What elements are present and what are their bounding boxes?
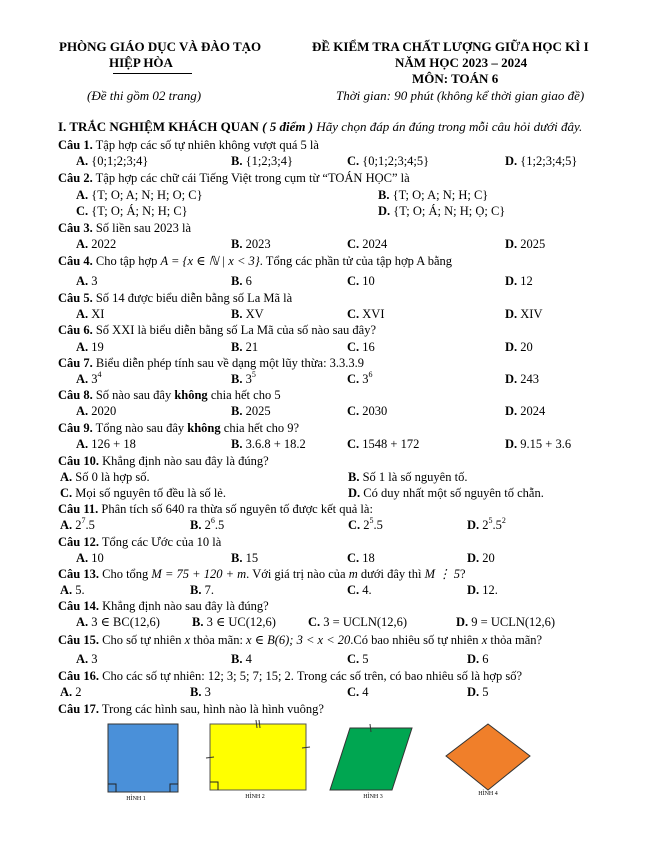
section-instruction: Hãy chọn đáp án đúng trong mỗi câu hỏi dưới đây. (313, 119, 583, 134)
question-label: Câu 2. (58, 171, 93, 185)
question-6 (58, 324, 376, 337)
option-text: {T; O; Á; N; H; C} (91, 204, 188, 218)
question-text-a: Số nào sau đây (92, 388, 175, 402)
option-exponent: 4 (97, 369, 102, 379)
question-2-option-a[interactable] (76, 189, 203, 202)
question-text: Khẳng định nào sau đây là đúng? (98, 599, 269, 613)
option-text: 2 (75, 685, 82, 699)
option-text: 12 (520, 274, 533, 288)
question-4-option-c[interactable] (347, 275, 375, 288)
option-text: {T; O; A; N; H; C} (392, 188, 489, 202)
question-text-b: chia hết cho 9? (220, 421, 300, 435)
question-7-option-b[interactable] (231, 369, 256, 386)
option-text: 3 (204, 685, 211, 699)
question-14-option-d[interactable] (456, 616, 555, 629)
option-letter: B. (231, 154, 243, 168)
option-letter: C. (347, 404, 360, 418)
option-text: 126 + 18 (91, 437, 136, 451)
option-letter: B. (192, 615, 204, 629)
option-exponent-2: 2 (501, 515, 506, 525)
option-letter: C. (347, 437, 360, 451)
question-label: Câu 17. (58, 702, 99, 716)
question-7-option-c[interactable] (347, 369, 373, 386)
question-text-a: Cho tổng (98, 567, 152, 581)
question-8-option-b[interactable] (231, 405, 271, 418)
question-6-option-a[interactable] (76, 341, 104, 354)
question-label: Câu 16. (58, 669, 99, 683)
option-letter: D. (378, 204, 391, 218)
option-text: 10 (91, 551, 104, 565)
question-13-option-c[interactable] (347, 584, 372, 597)
question-3-option-c[interactable] (347, 238, 387, 251)
option-base: 3 (245, 372, 252, 386)
question-text: Trong các hình sau, hình nào là hình vuông? (98, 702, 324, 716)
question-4-option-a[interactable] (76, 275, 98, 288)
figure-4-orange-rhombus[interactable] (446, 724, 530, 790)
option-text: 243 (520, 372, 540, 386)
question-11 (58, 503, 373, 516)
question-12-option-a[interactable] (76, 552, 104, 565)
option-letter: D. (505, 340, 518, 354)
option-letter: D. (467, 652, 480, 666)
option-letter: B. (231, 437, 243, 451)
option-text: Mọi số nguyên tố đều là số lẻ. (75, 486, 226, 500)
question-14-option-c[interactable] (308, 616, 407, 629)
option-text: 15 (245, 551, 259, 565)
question-text: Biểu diễn phép tính sau về dạng một lũy thừa: 3.3.3.9 (92, 356, 365, 370)
option-text: 3 ∈ UC(12,6) (206, 615, 276, 629)
option-letter: D. (505, 404, 518, 418)
option-letter: B. (231, 551, 243, 565)
question-10-option-a[interactable] (60, 471, 150, 484)
option-letter: A. (76, 615, 89, 629)
option-text: 21 (245, 340, 259, 354)
question-1-option-c[interactable] (347, 155, 429, 168)
option-text: 4 (245, 652, 252, 666)
option-base: 2 (363, 518, 370, 532)
option-letter: B. (190, 518, 202, 532)
option-text: 20 (520, 340, 533, 354)
question-2-option-d[interactable] (378, 205, 505, 218)
option-text: {1;2;3;4;5} (520, 154, 578, 168)
option-letter: A. (76, 404, 89, 418)
section-points: ( 5 điểm ) (262, 119, 314, 134)
figure-1-caption: HÌNH 1 (126, 796, 146, 802)
question-16-option-d[interactable] (467, 686, 489, 699)
option-letter: D. (348, 486, 361, 500)
option-exponent: 5 (251, 369, 256, 379)
option-base: 2 (204, 518, 211, 532)
option-letter: B. (231, 372, 243, 386)
question-text: Khẳng định nào sau đây là đúng? (98, 454, 269, 468)
question-5-option-d[interactable] (505, 308, 543, 321)
option-letter: A. (60, 583, 73, 597)
question-label: Câu 14. (58, 599, 99, 613)
option-text: {1;2;3;4} (245, 154, 294, 168)
question-label: Câu 8. (58, 388, 93, 402)
question-15-option-b[interactable] (231, 653, 252, 666)
question-text-d: ? (460, 567, 466, 581)
option-text: 2025 (245, 404, 271, 418)
question-3-option-b[interactable] (231, 238, 271, 251)
option-letter: D. (467, 551, 480, 565)
question-7 (58, 357, 364, 370)
option-letter: B. (378, 188, 390, 202)
question-5-option-b[interactable] (231, 308, 264, 321)
option-text: 4. (362, 583, 372, 597)
option-letter: C. (347, 274, 360, 288)
option-text: 20 (482, 551, 495, 565)
question-3-option-a[interactable] (76, 238, 116, 251)
question-15-option-d[interactable] (467, 653, 489, 666)
question-text-a: Tổng nào sau đây (92, 421, 188, 435)
option-letter: B. (190, 685, 202, 699)
question-15-option-c[interactable] (347, 653, 369, 666)
question-text-d: thỏa mãn? (487, 633, 543, 647)
exam-title: ĐỀ KIỂM TRA CHẤT LƯỢNG GIỮA HỌC KÌ I (312, 39, 589, 54)
option-letter: C. (347, 652, 360, 666)
option-suffix: .5 (492, 518, 502, 532)
option-text: 6 (245, 274, 252, 288)
question-5-option-c[interactable] (347, 308, 385, 321)
option-text: 19 (91, 340, 104, 354)
question-10-option-b[interactable] (348, 471, 467, 484)
option-text: Có duy nhất một số nguyên tố chẵn. (363, 486, 544, 500)
question-text: Số XXI là biểu diễn bằng số La Mã của số nào sau đây? (92, 323, 376, 337)
subject: MÔN: TOÁN 6 (412, 71, 499, 86)
option-letter: C. (308, 615, 321, 629)
option-letter: D. (505, 274, 518, 288)
option-text: 2023 (245, 237, 271, 251)
question-text: Phân tích số 640 ra thừa số nguyên tố được kết quả là: (98, 502, 373, 516)
option-letter: D. (505, 437, 518, 451)
option-letter: D. (505, 154, 518, 168)
option-letter: B. (231, 274, 243, 288)
question-text: Tập hợp các số tự nhiên không vượt quá 5 là (92, 138, 319, 152)
question-label: Câu 15. (58, 633, 99, 647)
option-text: XVI (362, 307, 385, 321)
option-exponent: 5 (369, 515, 374, 525)
option-text: XI (91, 307, 105, 321)
option-base: 2 (75, 518, 82, 532)
option-letter: C. (347, 307, 360, 321)
question-formula: x ∈ B(6); 3 < x < 20 (246, 633, 351, 647)
question-9-option-d[interactable] (505, 438, 571, 451)
option-letter: C. (347, 340, 360, 354)
option-letter: D. (467, 518, 480, 532)
question-11-option-d[interactable] (467, 515, 506, 532)
question-text-c: dưới đây thì (357, 567, 425, 581)
question-text-b: . Tổng các phần tử của tập hợp A bằng (259, 254, 453, 268)
question-var-2: x (481, 633, 488, 647)
option-letter: A. (76, 237, 89, 251)
question-15-option-a[interactable] (76, 653, 98, 666)
question-emphasis: không (174, 388, 208, 402)
option-base: 3 (362, 372, 369, 386)
question-5-option-a[interactable] (76, 308, 104, 321)
question-label: Câu 11. (58, 502, 99, 516)
question-8-option-c[interactable] (347, 405, 387, 418)
question-2 (58, 172, 410, 185)
option-letter: D. (505, 307, 518, 321)
question-text-a: Cho số tự nhiên (98, 633, 185, 647)
question-5 (58, 292, 292, 305)
option-text: 1548 + 172 (362, 437, 420, 451)
option-letter: A. (60, 470, 73, 484)
option-text: 5. (75, 583, 85, 597)
option-suffix: .5 (214, 518, 225, 532)
option-text: 7. (204, 583, 214, 597)
question-label: Câu 4. (58, 254, 93, 268)
option-text: 2022 (91, 237, 117, 251)
option-text: 3 = UCLN(12,6) (323, 615, 408, 629)
question-formula: M = 75 + 120 + m (151, 567, 247, 581)
option-letter: B. (231, 404, 243, 418)
question-text: Số 14 được biểu diễn bằng số La Mã là (92, 291, 293, 305)
figure-panel (100, 718, 540, 798)
option-letter: D. (467, 685, 480, 699)
option-text: {0;1;2;3;4;5} (362, 154, 430, 168)
question-text-a: Cho tập hợp (92, 254, 161, 268)
question-label: Câu 13. (58, 567, 99, 581)
section-title (58, 120, 582, 133)
question-13-option-a[interactable] (60, 584, 85, 597)
question-7-option-d[interactable] (505, 373, 539, 386)
question-label: Câu 3. (58, 221, 93, 235)
question-10 (58, 455, 269, 468)
question-10-option-c[interactable] (60, 487, 226, 500)
option-letter: B. (190, 583, 202, 597)
question-label: Câu 7. (58, 356, 93, 370)
option-letter: A. (76, 274, 89, 288)
question-1-option-d[interactable] (505, 155, 577, 168)
question-16 (58, 670, 522, 683)
question-3-option-d[interactable] (505, 238, 545, 251)
question-11-option-c[interactable] (348, 515, 383, 532)
option-text: 9.15 + 3.6 (520, 437, 572, 451)
option-letter: C. (347, 685, 360, 699)
question-13-option-b[interactable] (190, 584, 214, 597)
option-text: 5 (362, 652, 369, 666)
question-text-b: chia hết cho 5 (207, 388, 281, 402)
option-text: 4 (362, 685, 369, 699)
question-label: Câu 9. (58, 421, 93, 435)
question-label: Câu 5. (58, 291, 93, 305)
question-14-option-a[interactable] (76, 616, 160, 629)
question-12-option-c[interactable] (347, 552, 375, 565)
question-label: Câu 10. (58, 454, 99, 468)
option-exponent: 6 (210, 515, 215, 525)
question-14-option-b[interactable] (192, 616, 276, 629)
question-9 (58, 422, 299, 435)
option-text: {T; O; Á; N; H; Ọ; C} (393, 204, 506, 218)
question-1-option-b[interactable] (231, 155, 293, 168)
dept-line2: HIỆP HÒA (109, 55, 173, 70)
question-text: Tổng các Ước của 10 là (98, 535, 222, 549)
option-text: 3 (91, 274, 98, 288)
question-text-b: thỏa mãn: (190, 633, 247, 647)
question-1 (58, 139, 319, 152)
question-13-option-d[interactable] (467, 584, 498, 597)
option-letter: A. (76, 154, 89, 168)
time-note: Thời gian: 90 phút (không kể thời gian giao đề) (336, 88, 585, 103)
question-label: Câu 1. (58, 138, 93, 152)
dept-line1: PHÒNG GIÁO DỤC VÀ ĐÀO TẠO (59, 39, 262, 54)
option-text: 2030 (362, 404, 388, 418)
section-title-text: I. TRẮC NGHIỆM KHÁCH QUAN (58, 119, 263, 134)
question-text: Cho các số tự nhiên: 12; 3; 5; 7; 15; 2. Trong các số trên, có bao nhiêu số là hợp số? (98, 669, 523, 683)
question-2-option-b[interactable] (378, 189, 488, 202)
option-letter: D. (456, 615, 469, 629)
figure-2-caption: HÌNH 2 (245, 794, 265, 800)
option-letter: C. (60, 486, 73, 500)
option-exponent: 6 (368, 369, 373, 379)
question-16-option-b[interactable] (190, 686, 211, 699)
question-14 (58, 600, 269, 613)
option-letter: B. (348, 470, 360, 484)
option-letter: B. (231, 340, 243, 354)
question-8-option-d[interactable] (505, 405, 545, 418)
option-text: 3.6.8 + 18.2 (245, 437, 306, 451)
question-4 (58, 255, 452, 268)
option-letter: B. (231, 652, 243, 666)
question-text: Số liền sau 2023 là (92, 221, 191, 235)
option-exponent: 7 (81, 515, 86, 525)
question-text: Tập hợp các chữ cái Tiếng Việt trong cụm từ “TOÁN HỌC” là (92, 171, 410, 185)
question-7-option-a[interactable] (76, 369, 102, 386)
option-letter: C. (347, 237, 360, 251)
question-8 (58, 389, 281, 402)
option-letter: D. (505, 237, 518, 251)
option-letter: B. (231, 307, 243, 321)
option-base: 3 (91, 372, 98, 386)
option-text: 18 (362, 551, 375, 565)
question-9-option-a[interactable] (76, 438, 136, 451)
option-text: {0;1;2;3;4} (91, 154, 149, 168)
question-16-option-a[interactable] (60, 686, 82, 699)
question-formula: A = {x ∈ ℕ | x < 3} (160, 254, 260, 268)
option-text: 9 = UCLN(12,6) (471, 615, 556, 629)
question-4-option-d[interactable] (505, 275, 533, 288)
option-letter: A. (76, 652, 89, 666)
option-suffix: .5 (85, 518, 95, 532)
option-text: 16 (362, 340, 375, 354)
option-exponent: 5 (488, 515, 493, 525)
option-text: {T; O; A; N; H; O; C} (91, 188, 203, 202)
question-11-option-a[interactable] (60, 515, 95, 532)
option-suffix: .5 (373, 518, 383, 532)
question-emphasis: không (187, 421, 221, 435)
question-text-c: .Có bao nhiêu số tự nhiên (350, 633, 482, 647)
figure-3-caption: HÌNH 3 (363, 794, 383, 800)
option-text: 2024 (520, 404, 546, 418)
option-letter: C. (347, 372, 360, 386)
option-letter: C. (348, 518, 361, 532)
question-9-option-b[interactable] (231, 438, 306, 451)
option-letter: A. (76, 437, 89, 451)
option-text: XV (245, 307, 264, 321)
question-16-option-c[interactable] (347, 686, 369, 699)
question-var: m (348, 567, 358, 581)
question-13 (58, 568, 466, 581)
option-letter: C. (347, 551, 360, 565)
question-formula-2: M ⋮ 5 (424, 567, 461, 581)
question-12 (58, 536, 221, 549)
question-text-b: . Với giá trị nào của (246, 567, 349, 581)
option-letter: C. (347, 583, 360, 597)
option-text: 5 (482, 685, 489, 699)
question-4-option-b[interactable] (231, 275, 252, 288)
question-9-option-c[interactable] (347, 438, 419, 451)
question-17 (58, 703, 324, 716)
question-8-option-a[interactable] (76, 405, 116, 418)
question-6-option-d[interactable] (505, 341, 533, 354)
figure-2-yellow-rectangle[interactable] (210, 724, 306, 790)
option-text: 10 (362, 274, 375, 288)
question-6-option-c[interactable] (347, 341, 375, 354)
option-letter: A. (60, 518, 73, 532)
question-11-option-b[interactable] (190, 515, 225, 532)
option-letter: A. (76, 340, 89, 354)
option-letter: C. (76, 204, 89, 218)
question-1-option-a[interactable] (76, 155, 148, 168)
option-text: 12. (482, 583, 498, 597)
option-letter: A. (76, 188, 89, 202)
header-divider (113, 73, 192, 74)
option-letter: A. (76, 372, 89, 386)
question-12-option-d[interactable] (467, 552, 495, 565)
school-year: NĂM HỌC 2023 – 2024 (395, 55, 528, 70)
pages-note: (Đề thi gồm 02 trang) (87, 88, 202, 103)
question-12-option-b[interactable] (231, 552, 258, 565)
question-2-option-c[interactable] (76, 205, 188, 218)
option-text: 2025 (520, 237, 546, 251)
question-var: x (184, 633, 191, 647)
option-letter: D. (467, 583, 480, 597)
question-6-option-b[interactable] (231, 341, 258, 354)
option-letter: D. (505, 372, 518, 386)
question-label: Câu 6. (58, 323, 93, 337)
figure-1-blue-square[interactable] (108, 724, 178, 792)
option-text: XIV (520, 307, 543, 321)
question-3 (58, 222, 191, 235)
question-label: Câu 12. (58, 535, 99, 549)
option-text: 3 (91, 652, 98, 666)
option-base: 2 (482, 518, 489, 532)
option-text: Số 0 là hợp số. (75, 470, 150, 484)
option-text: Số 1 là số nguyên tố. (362, 470, 468, 484)
option-text: 2024 (362, 237, 388, 251)
option-letter: A. (76, 307, 89, 321)
figure-4-caption: HÌNH 4 (478, 791, 498, 797)
option-letter: A. (76, 551, 89, 565)
option-letter: C. (347, 154, 360, 168)
option-letter: A. (60, 685, 73, 699)
question-15 (58, 634, 542, 647)
question-10-option-d[interactable] (348, 487, 544, 500)
figure-3-green-parallelogram[interactable] (330, 728, 412, 790)
option-text: 6 (482, 652, 489, 666)
option-text: 3 ∈ BC(12,6) (91, 615, 160, 629)
option-letter: B. (231, 237, 243, 251)
option-text: 2020 (91, 404, 117, 418)
